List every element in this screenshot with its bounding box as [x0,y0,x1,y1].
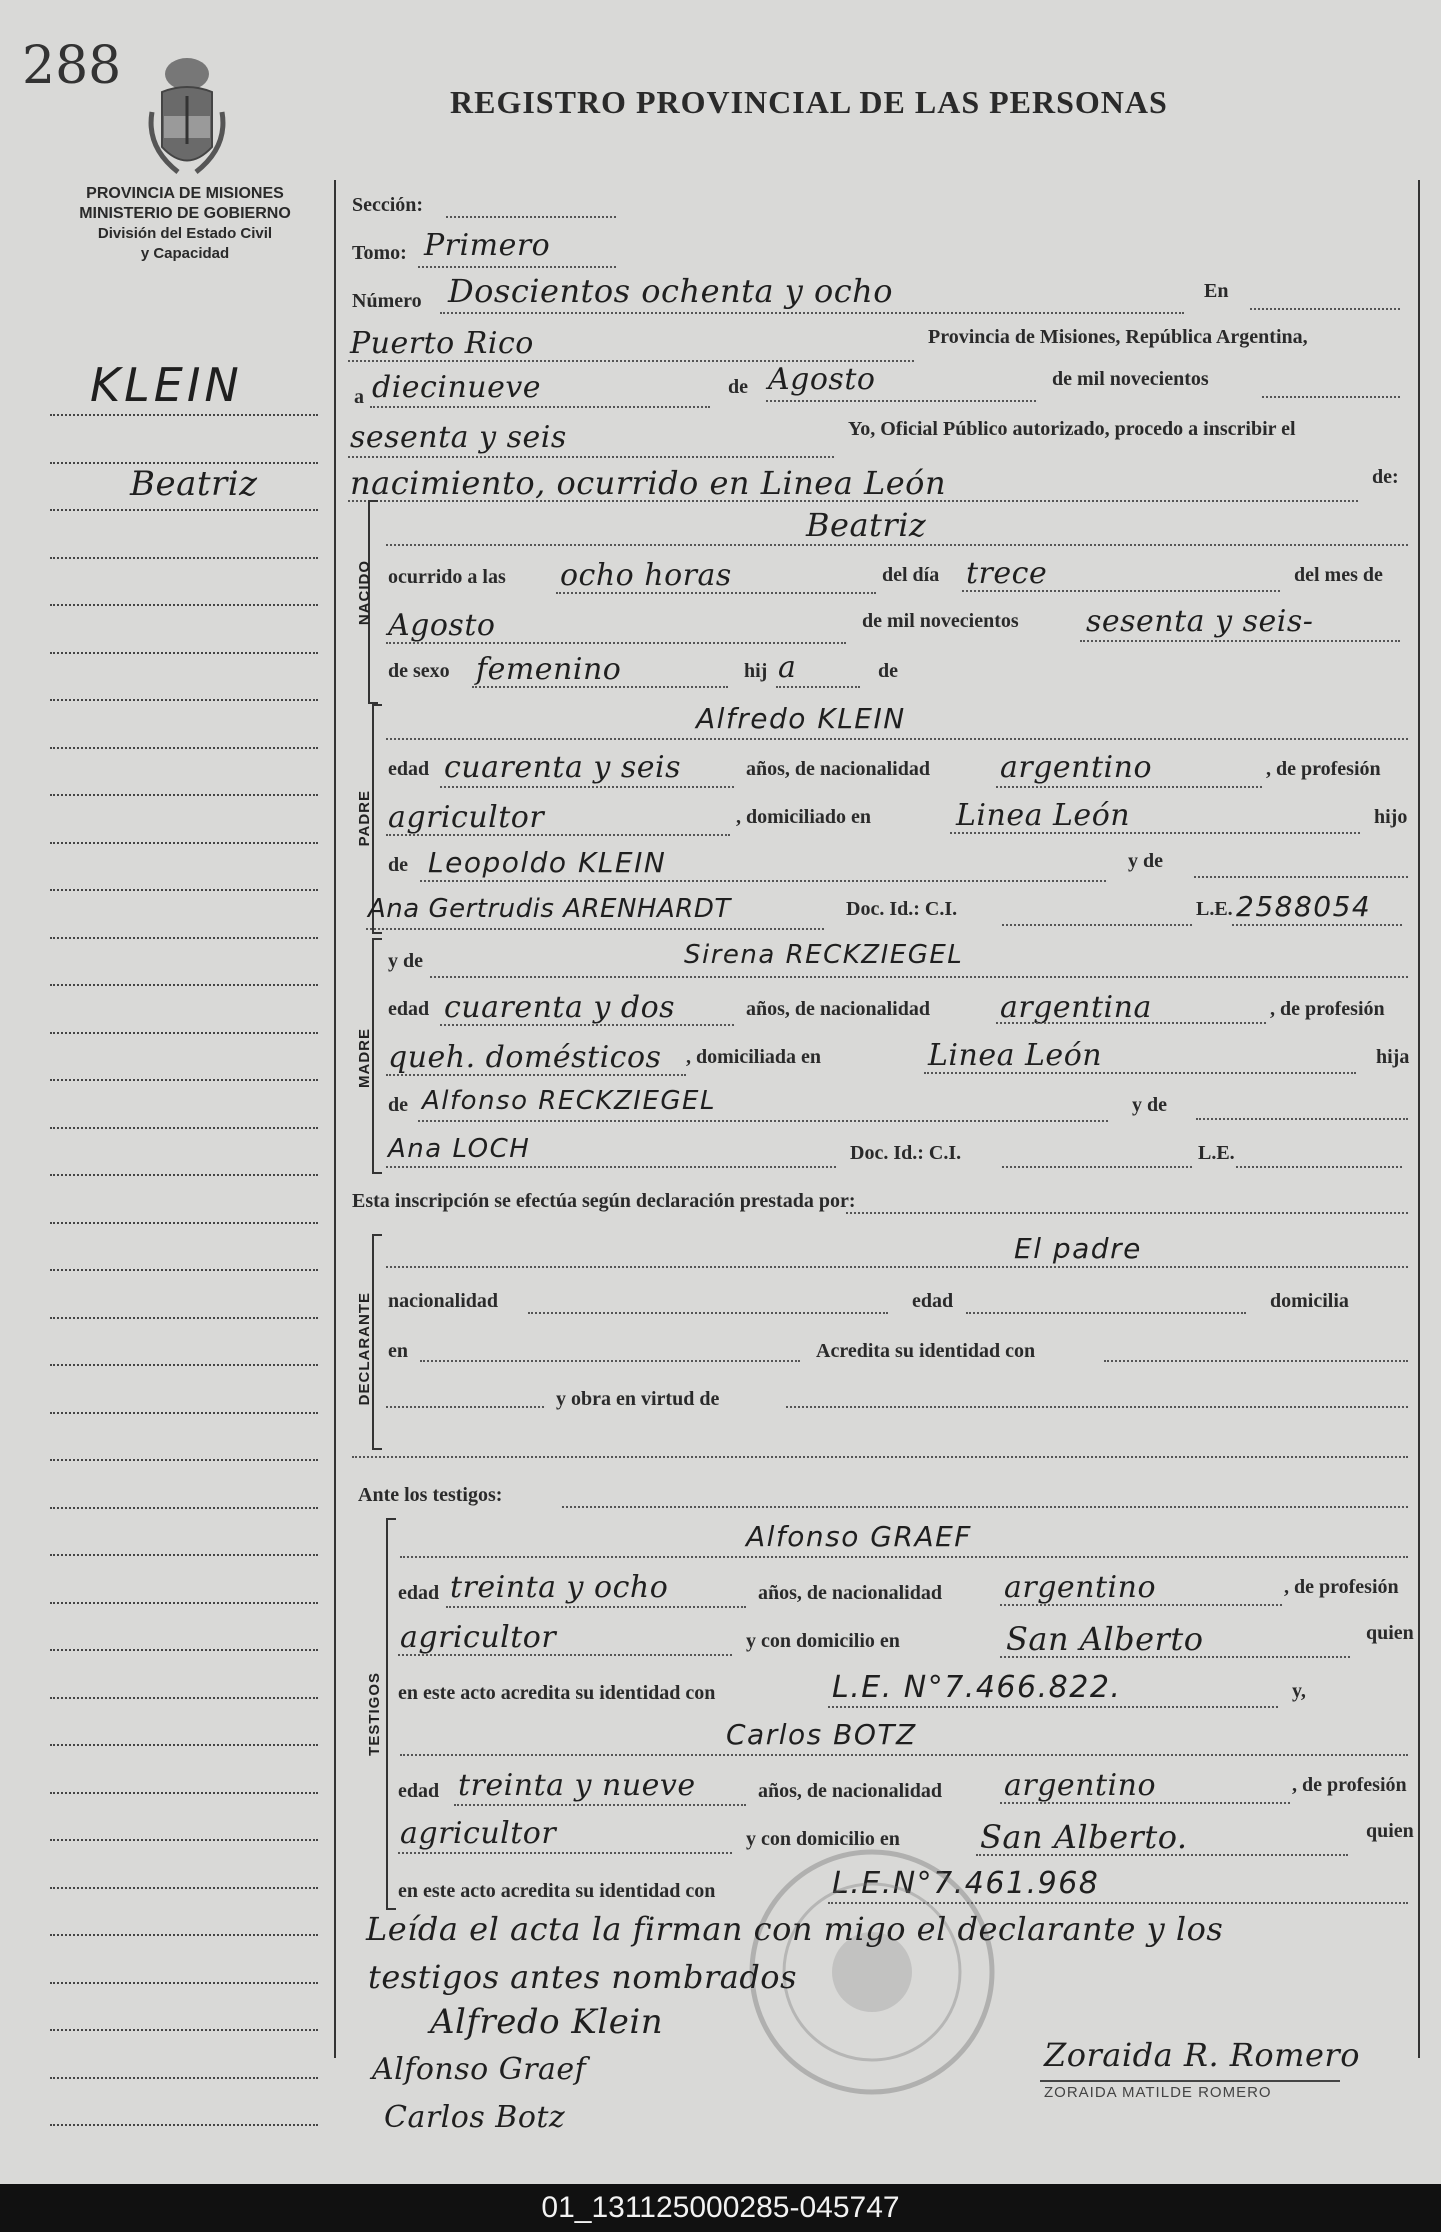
sidebar-ruled-line [50,747,318,749]
w1-y-label: y, [1292,1680,1306,1702]
closing-line-2: testigos antes nombrados [368,1958,797,1996]
w2-prof-value: agricultor [400,1816,557,1851]
sexo-label: de sexo [388,660,450,682]
signature-father: Alfredo Klein [430,2002,664,2042]
hij-suffix: a [778,650,797,685]
sidebar-ruled-line [50,1744,318,1746]
sidebar-ruled-line [50,794,318,796]
sidebar-ruled-line [50,462,318,464]
tomo-label: Tomo: [352,242,407,264]
sidebar-ruled-line [50,699,318,701]
sidebar-ruled-line [50,1554,318,1556]
mil-novecientos-label: de mil novecientos [1052,368,1209,390]
padre-le-value: 2588054 [1236,890,1372,923]
w2-nac-label: años, de nacionalidad [758,1780,942,1802]
seccion-label: Sección: [352,194,424,216]
padre-prof-label: , de profesión [1266,758,1381,780]
w1-dom-label: y con domicilio en [746,1630,900,1652]
w1-edad-label: edad [398,1582,440,1604]
day-value: diecinueve [372,370,542,405]
sidebar-ruled-line [50,1934,318,1936]
sexo-value: femenino [476,652,622,687]
sidebar-ruled-line [50,414,318,416]
org-block [40,184,330,264]
declarante-edad-label: edad [912,1290,954,1312]
year-value: sesenta y seis [350,420,567,455]
footer-id: 01_131125000285-045747 [0,2184,1441,2232]
madre-edad-label: edad [388,998,430,1020]
madre-dom-value: Linea León [928,1038,1103,1073]
padre-de-label: de [388,854,408,876]
w2-dom-value: San Alberto. [980,1818,1188,1856]
madre-father-of: Alfonso RECKZIEGEL [422,1086,716,1116]
closing-line-1: Leída el acta la firman con migo el declarante y los [366,1910,1224,1948]
org-line: PROVINCIA DE MISIONES [86,185,284,202]
sidebar-ruled-line [50,1127,318,1129]
w1-prof-value: agricultor [400,1620,557,1655]
w2-nac-value: argentino [1004,1768,1157,1803]
padre-doc-label: Doc. Id.: C.I. [846,898,958,920]
padre-dom-value: Linea León [956,798,1131,833]
place-value: Puerto Rico [350,326,534,361]
padre-y-de-label: y de [1128,850,1163,872]
w1-acredita-label: en este acto acredita su identidad con [398,1682,716,1704]
sidebar-ruled-line [50,2124,318,2126]
w2-prof-label: , de profesión [1292,1774,1407,1796]
sidebar-ruled-line [50,1079,318,1081]
sidebar-ruled-line [50,509,318,511]
province-text: Provincia de Misiones, República Argentina, [928,326,1308,348]
declarante-value: El padre [1014,1232,1142,1265]
numero-value: Doscientos ochenta y ocho [448,272,894,310]
de-colon-label: de: [1372,466,1399,488]
w2-dom-label: y con domicilio en [746,1828,900,1850]
w1-nac-value: argentino [1004,1570,1157,1605]
a-label: a [354,386,364,408]
org-line: División del Estado Civil [97,225,273,242]
sidebar-ruled-line [50,1174,318,1176]
padre-le-label: L.E. [1196,898,1233,920]
sidebar-ruled-line [50,1649,318,1651]
del-dia-label: del día [882,564,940,586]
w1-quien-label: quien [1366,1622,1414,1644]
en-label: En [1204,280,1229,302]
sidebar-ruled-line [50,652,318,654]
madre-mother-of: Ana LOCH [388,1134,531,1164]
madre-label: MADRE [356,1028,373,1088]
sidebar-ruled-line [50,889,318,891]
padre-hijo-label: hijo [1374,806,1408,828]
padre-dom-label: , domiciliado en [736,806,872,828]
witness2-name: Carlos BOTZ [726,1718,917,1751]
sidebar-given-name: Beatriz [130,464,258,504]
official-stamp-text: ZORAIDA MATILDE ROMERO [1044,2084,1272,2101]
padre-father-of: Leopoldo KLEIN [428,846,667,879]
mes-value: Agosto [388,608,496,643]
padre-nac-label: años, de nacionalidad [746,758,930,780]
hij-label: hij [744,660,768,682]
father-name: Alfredo KLEIN [696,702,906,735]
madre-prof-label: , de profesión [1270,998,1385,1020]
padre-edad-label: edad [388,758,430,780]
declarante-obra-label: y obra en virtud de [556,1388,720,1410]
sidebar-ruled-line [50,1269,318,1271]
testigos-label: TESTIGOS [366,1672,383,1756]
padre-prof-value: agricultor [388,800,545,835]
w2-doc-value: L.E.N°7.461.968 [832,1866,1100,1901]
w2-edad-label: edad [398,1780,440,1802]
sidebar-ruled-line [50,2077,318,2079]
declarante-intro: Esta inscripción se efectúa según declaración prestada por: [352,1190,856,1212]
declarante-acredita-label: Acredita su identidad con [816,1340,1036,1362]
numero-label: Número [352,290,422,312]
padre-edad-value: cuarenta y seis [444,750,682,785]
sidebar-ruled-line [50,937,318,939]
madre-de-label: de [388,1094,408,1116]
sidebar-ruled-line [50,2029,318,2031]
madre-y-de-label: y de [388,950,423,972]
madre-doc-label: Doc. Id.: C.I. [850,1142,962,1164]
sidebar-ruled-line [50,842,318,844]
madre-edad-value: cuarenta y dos [444,990,676,1025]
sidebar-ruled-line [50,1222,318,1224]
declarante-nac-label: nacionalidad [388,1290,499,1312]
w1-doc-value: L.E. N°7.466.822. [832,1670,1122,1705]
madre-nac-value: argentina [1000,990,1152,1025]
madre-dom-label: , domiciliada en [686,1046,822,1068]
witness1-name: Alfonso GRAEF [746,1520,972,1553]
sidebar-surname: KLEIN [90,358,243,412]
event-value: nacimiento, ocurrido en Linea León [350,464,947,502]
hora-value: ocho horas [560,558,732,593]
del-mes-label: del mes de [1294,564,1383,586]
child-name: Beatriz [806,506,927,544]
madre-hija-label: hija [1376,1046,1410,1068]
madre-le-label: L.E. [1198,1142,1235,1164]
sidebar-ruled-line [50,1364,318,1366]
sidebar-ruled-line [50,984,318,986]
sidebar-ruled-line [50,1412,318,1414]
w2-quien-label: quien [1366,1820,1414,1842]
w1-prof-label: , de profesión [1284,1576,1399,1598]
sidebar-ruled-line [50,1792,318,1794]
sidebar-ruled-line [50,557,318,559]
padre-mother-of: Ana Gertrudis ARENHARDT [368,894,731,924]
page-number: 288 [22,36,122,96]
sidebar-ruled-line [50,1459,318,1461]
signature-witness2: Carlos Botz [384,2100,566,2135]
padre-label: PADRE [356,790,373,847]
w1-dom-value: San Alberto [1006,1620,1204,1658]
org-line: y Capacidad [140,245,230,262]
madre-prof-value: queh. domésticos [388,1040,662,1075]
madre-y-de2-label: y de [1132,1094,1167,1116]
de-label: de [728,376,748,398]
dia-value: trece [966,556,1048,591]
mother-name: Sirena RECKZIEGEL [684,940,964,970]
sidebar-ruled-line [50,1697,318,1699]
tomo-value: Primero [424,228,551,263]
w2-acredita-label: en este acto acredita su identidad con [398,1880,716,1902]
sidebar-ruled-line [50,1839,318,1841]
sidebar-ruled-line [50,1507,318,1509]
declarante-en-label: en [388,1340,408,1362]
w1-edad-value: treinta y ocho [450,1570,669,1605]
sidebar-ruled-line [50,1602,318,1604]
padre-nac-value: argentino [1000,750,1153,785]
signature-witness1: Alfonso Graef [372,2052,587,2087]
coat-of-arms-icon [148,52,226,182]
anio-value: sesenta y seis- [1086,604,1314,639]
registry-title: REGISTRO PROVINCIAL DE LAS PERSONAS [450,84,1168,120]
signature-official: Zoraida R. Romero [1044,2036,1360,2074]
nacido-mil-label: de mil novecientos [862,610,1019,632]
month-value: Agosto [768,362,876,397]
declarante-dom-label: domicilia [1270,1290,1349,1312]
nacido-label: NACIDO [356,560,373,626]
madre-nac-label: años, de nacionalidad [746,998,930,1020]
sidebar-ruled-line [50,604,318,606]
ocurrido-label: ocurrido a las [388,566,506,588]
sidebar-ruled-line [50,1317,318,1319]
sidebar-ruled-line [50,1887,318,1889]
sidebar-ruled-line [50,1032,318,1034]
sidebar-ruled-line [50,1982,318,1984]
w2-edad-value: treinta y nueve [458,1768,696,1803]
testigos-intro: Ante los testigos: [358,1484,503,1506]
org-line: MINISTERIO DE GOBIERNO [79,205,291,222]
official-text: Yo, Oficial Público autorizado, procedo a inscribir el [848,418,1296,440]
declarante-label: DECLARANTE [356,1292,373,1406]
w1-nac-label: años, de nacionalidad [758,1582,942,1604]
nacido-de-label: de [878,660,898,682]
